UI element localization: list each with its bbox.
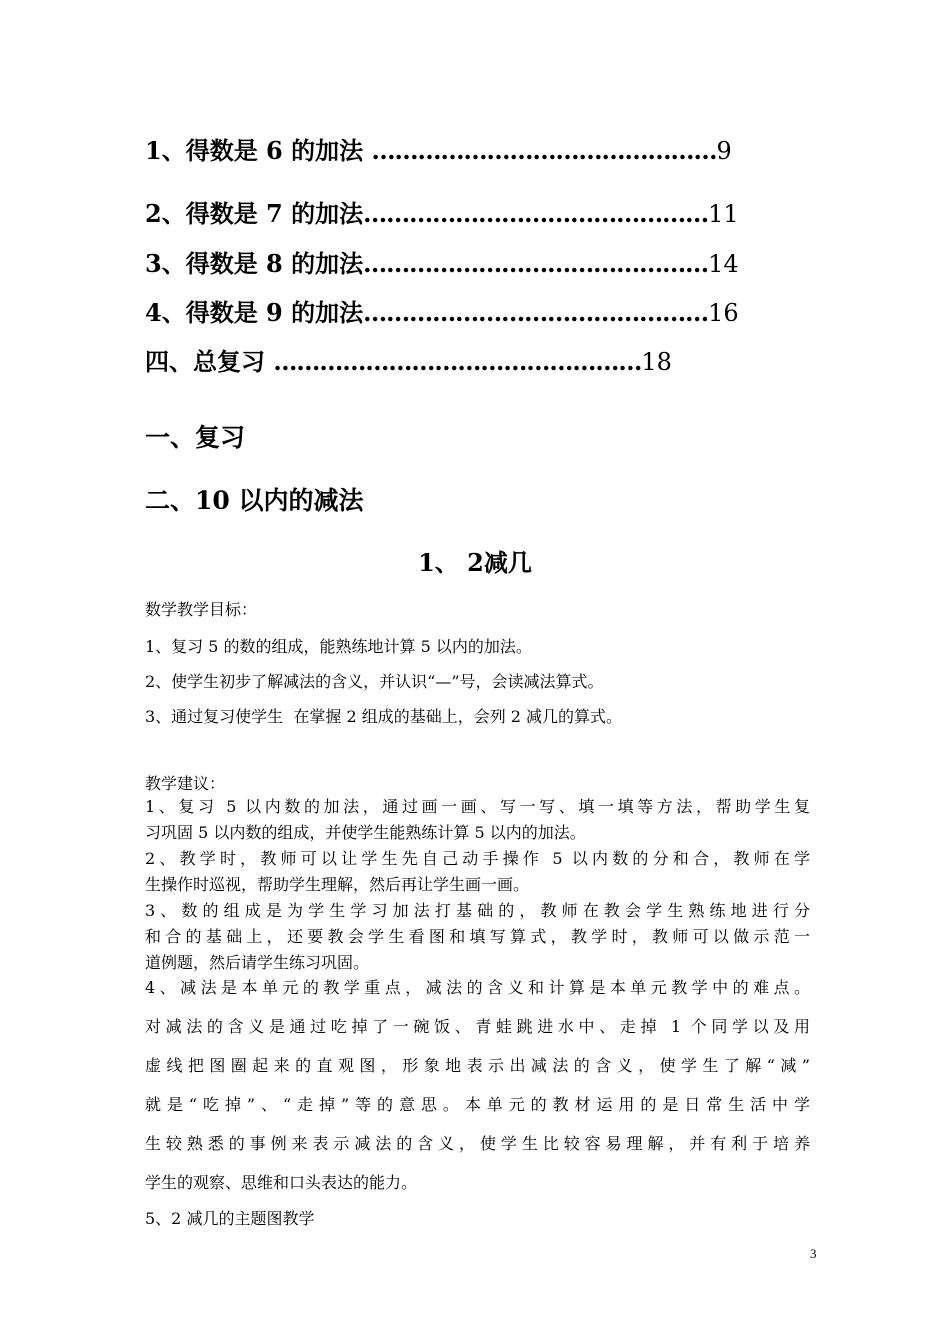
toc-page-number: 16 [708,299,739,327]
toc-label: 1、得数是 6 的加法 [145,136,372,165]
toc-entry [145,199,739,229]
paragraph-line: 生较熟悉的事例来表示减法的含义，使学生比较容易理解，并有利于培养 [145,1134,810,1153]
toc-label: 2、得数是 7 的加法 [145,199,364,228]
toc-label: 4、得数是 9 的加法 [145,298,364,327]
goal-item: 3、通过复习使学生 在掌握 2 组成的基础上，会列 2 减几的算式。 [145,707,623,726]
suggestion-line: 1、复习 5 以内数的加法，通过画一画、写一写、填一填等方法，帮助学生复 [145,797,810,816]
toc-entry [145,136,732,166]
toc-leader-dots: ………………………………………… [273,347,642,376]
toc-label: 3、得数是 8 的加法 [145,249,364,278]
toc-page-number: 14 [708,250,739,278]
toc-page-number: 18 [641,348,672,376]
suggestion-line: 3、数的组成是为学生学习加法打基础的，教师在教会学生熟练地进行分 [145,901,810,920]
paragraph-line: 学生的观察、思维和口头表达的能力。 [145,1173,418,1192]
goal-item: 2、使学生初步了解减法的含义，并认识“—”号，会读减法算式。 [145,672,604,691]
suggestion-line: 习巩固 5 以内数的组成，并使学生能熟练计算 5 以内的加法。 [145,823,586,842]
suggestion-line: 4、减法是本单元的教学重点，减法的含义和计算是本单元教学中的难点。 [145,978,810,997]
toc-page-number: 9 [716,137,732,165]
chapter-heading: 二、10 以内的减法 [145,486,364,515]
goal-item: 1、复习 5 的数的组成，能熟练地计算 5 以内的加法。 [145,637,532,656]
chapter-heading: 一、复习 [145,423,246,452]
suggestion-line: 道例题，然后请学生练习巩固。 [145,953,370,972]
toc-leader-dots: ……………………………………… [371,136,717,165]
suggestion-line: 和合的基础上，还要教会学生看图和填写算式，教学时，教师可以做示范一 [145,927,810,946]
toc-label: 四、总复习 [145,347,274,376]
suggestion-line: 生操作时巡视，帮助学生理解，然后再让学生画一画。 [145,875,530,894]
toc-entry [145,347,672,377]
paragraph-line: 虚线把图圈起来的直观图，形象地表示出减法的含义，使学生了解“减” [145,1056,810,1075]
toc-leader-dots: ……………………………………… [363,249,709,278]
suggestions-title: 教学建议： [145,774,226,793]
page-number: 3 [810,1246,817,1261]
goals-title: 数学教学目标： [145,600,258,619]
toc-leader-dots: ……………………………………… [363,199,709,228]
toc-page-number: 11 [708,200,739,228]
paragraph-line: 就是“吃掉”、“走掉”等的意思。本单元的教材运用的是日常生活中学 [145,1095,810,1114]
toc-leader-dots: ……………………………………… [363,298,709,327]
paragraph-line: 对减法的含义是通过吃掉了一碗饭、青蛙跳进水中、走掉 1 个同学以及用 [145,1017,810,1036]
toc-entry [145,298,739,328]
suggestion-item-5: 5、2 减几的主题图教学 [145,1209,315,1228]
section-title: 1、 2减几 [418,548,532,577]
toc-entry [145,249,739,279]
suggestion-line: 2、教学时，教师可以让学生先自己动手操作 5 以内数的分和合，教师在学 [145,849,810,868]
